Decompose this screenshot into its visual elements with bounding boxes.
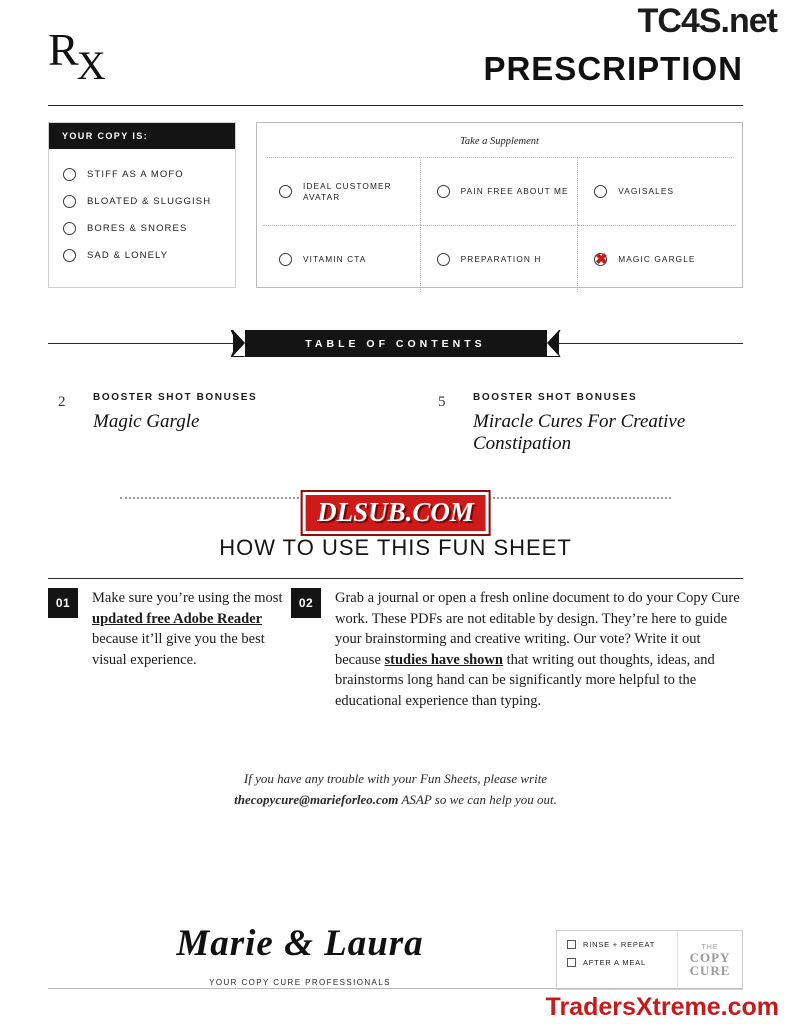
signature: Marie & Laura (176, 923, 424, 964)
toc-page-number: 5 (438, 394, 446, 410)
step-text-part: Grab a journal or open a fresh online document to do your Copy Cure work. These PDFs are not editable by design. They’re here to guide your brainstorming and creative writing. Our vote? Write it out because (335, 590, 740, 668)
copy-cure-logo (677, 931, 742, 989)
toc-kicker: BOOSTER SHOT BONUSES (93, 392, 258, 403)
supplement-option-selected[interactable] (578, 225, 736, 292)
stamp-option[interactable] (567, 958, 677, 967)
watermark-middle: DLSUB.COM (302, 492, 489, 534)
step-text-emphasis[interactable]: updated free Adobe Reader (92, 610, 263, 627)
rx-symbol (48, 24, 112, 88)
logo-the: THE (701, 943, 719, 951)
supplement-label: PREPARATION H (460, 253, 542, 264)
footer-stamp (556, 930, 743, 990)
list-item[interactable] (63, 161, 235, 188)
copy-option-label: STIFF AS A MOFO (87, 169, 184, 180)
step-item (291, 588, 741, 711)
copy-option-label: BORES & SNORES (87, 223, 188, 234)
step-text-emphasis[interactable]: studies have shown (384, 651, 503, 668)
table-of-contents-banner (245, 330, 547, 357)
radio-icon[interactable] (63, 168, 76, 181)
toc-kicker: BOOSTER SHOT BONUSES (473, 392, 638, 403)
supplement-label: VAGISALES (618, 186, 675, 196)
list-item[interactable] (63, 188, 235, 215)
toc-title: Magic Gargle (93, 411, 200, 432)
signature-subtitle: YOUR COPY CURE PROFESSIONALS (209, 978, 391, 987)
banner-label: TABLE OF CONTENTS (305, 337, 486, 350)
step-number-badge: 01 (48, 588, 78, 618)
radio-icon[interactable] (437, 253, 450, 266)
watermark-top: TC4S.net (637, 2, 777, 40)
supplement-option[interactable] (263, 158, 421, 225)
table-of-contents (48, 392, 743, 472)
radio-icon[interactable] (279, 185, 292, 198)
toc-entry[interactable] (438, 392, 768, 455)
supplement-label: IDEAL CUSTOMER AVATAR (303, 180, 392, 202)
your-copy-is-heading: YOUR COPY IS: (49, 123, 235, 149)
checkbox-icon[interactable] (567, 958, 576, 967)
copy-option-label: BLOATED & SLUGGISH (87, 196, 212, 207)
supplement-label: PAIN FREE ABOUT ME (460, 186, 569, 196)
supplement-option[interactable] (421, 225, 579, 292)
copy-option-label: SAD & LONELY (87, 250, 169, 261)
support-note (0, 768, 791, 810)
list-item[interactable] (63, 242, 235, 269)
supplement-grid (257, 158, 742, 292)
stamp-option[interactable] (567, 940, 677, 949)
support-note-line2: ASAP so we can help you out. (398, 792, 557, 807)
supplement-label: VITAMIN CTA (303, 253, 367, 264)
your-copy-is-box (48, 122, 236, 288)
step-text-part: that writing out thoughts, ideas, and brainstorms long hand can be significantly more helpful to the educational experience than typing. (335, 651, 715, 709)
radio-icon[interactable] (63, 249, 76, 262)
x-mark-icon: ✖ (594, 250, 608, 268)
radio-checked-icon[interactable] (594, 250, 608, 268)
take-a-supplement-box (256, 122, 743, 288)
supplement-option[interactable] (263, 225, 421, 292)
logo-copy: COPY (689, 949, 731, 965)
step-text (92, 588, 288, 670)
stamp-option-label: RINSE + REPEAT (583, 940, 656, 949)
toc-entry[interactable] (58, 392, 388, 433)
step-item (48, 588, 288, 670)
supplement-label: MAGIC GARGLE (618, 253, 696, 264)
radio-icon[interactable] (63, 222, 76, 235)
how-to-heading: HOW TO USE THIS FUN SHEET (219, 535, 572, 560)
how-to-divider (48, 578, 743, 579)
rx-letter-r: R (48, 24, 81, 75)
list-item[interactable] (63, 215, 235, 242)
take-a-supplement-title: Take a Supplement (460, 136, 539, 147)
logo-cure: CURE (689, 962, 731, 978)
header-divider (48, 105, 743, 106)
support-note-line1: If you have any trouble with your Fun Sheets, please write (243, 771, 548, 786)
top-panels (48, 122, 743, 288)
support-email[interactable]: thecopycure@marieforleo.com (234, 792, 399, 807)
rx-letter-x: X (76, 43, 108, 88)
your-copy-is-list (49, 149, 235, 269)
step-number-badge: 02 (291, 588, 321, 618)
radio-icon[interactable] (63, 195, 76, 208)
supplement-option[interactable] (421, 158, 579, 225)
page-title: PRESCRIPTION (483, 50, 743, 87)
radio-icon[interactable] (279, 253, 292, 266)
radio-icon[interactable] (594, 185, 607, 198)
supplement-option[interactable] (578, 158, 736, 225)
checkbox-icon[interactable] (567, 940, 576, 949)
stamp-option-label: AFTER A MEAL (583, 958, 646, 967)
step-text-part: Make sure you’re using the most (92, 590, 283, 606)
stamp-options (557, 931, 677, 989)
step-text (335, 588, 741, 711)
radio-icon[interactable] (437, 185, 450, 198)
toc-page-number: 2 (58, 394, 66, 410)
step-text-part: because it’ll give you the best visual experience. (92, 631, 265, 668)
toc-title: Miracle Cures For Creative Constipation (473, 411, 686, 454)
watermark-bottom: TradersXtreme.com (545, 993, 779, 1021)
